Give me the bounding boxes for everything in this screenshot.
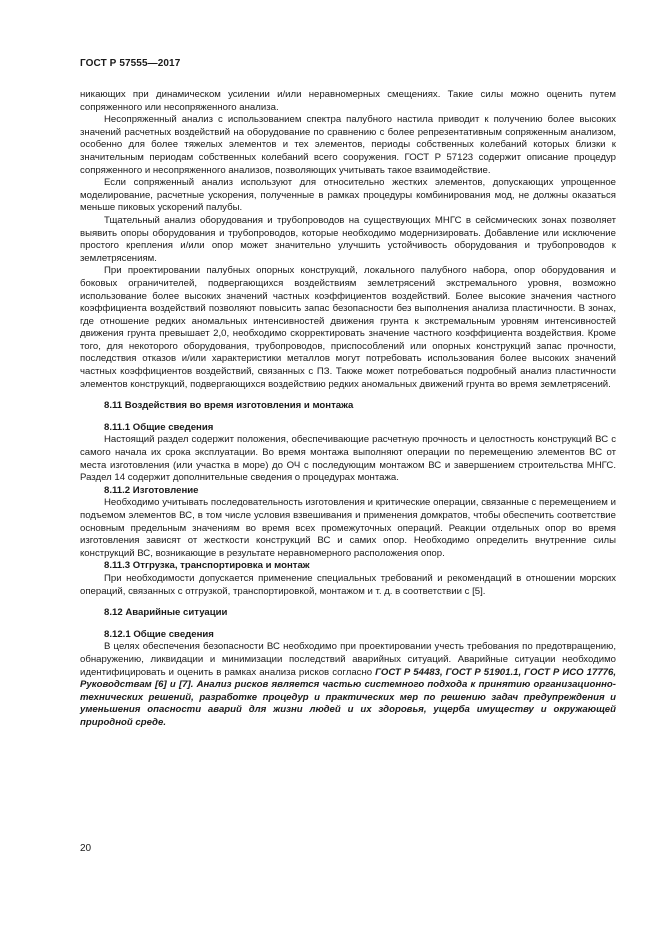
- paragraph-8-11-2: Необходимо учитывать последовательность изготовления и критические операции, связанные с перемещением и подъемом элементов ВС, в том числе условия взвешивания и применения домкратов, чтобы обеспечить соответствие основным предельным значениям во время всех промежуточных операций. Реакции отдельных опор во время изготовления зависят от жесткости конструкций ВС и самих опор. Необходимо определить внутренние силы конструкций ВС, возникающие в результате неравномерного расположения опор.: [80, 497, 616, 559]
- paragraph-8-11-1: Настоящий раздел содержит положения, обеспечивающие расчетную прочность и целостность конструкций ВС с самого начала их срока эксплуатации. Во время монтажа выполняют операции по перемещению элементов ВС от места изготовления (или участка в море) до ОЧ с последующим монтажом ВС и завершением строительства МНГС. Раздел 14 содержит дополнительные сведения о процедурах монтажа.: [80, 434, 616, 484]
- paragraph-unmatched-analysis: Несопряженный анализ с использованием спектра палубного настила приводит к получению более высоких значений расчетных воздействий на оборудование по сравнению с более репрезентативным сопряженным анализом, особенно для более тяжелых элементов и тех элементов, периоды собственных колебаний которых близки к значительным периодам собственных колебаний всего сооружения. ГОСТ Р 57123 содержит описание процедур сопряженного и несопряженного анализов, позволяющих учитывать такое взаимодействие.: [80, 114, 616, 176]
- paragraph-continued: никающих при динамическом усилении и/или неравномерных смещениях. Такие силы можно оценить путем сопряженного или несопряженного анализа.: [80, 89, 616, 113]
- document-page: [80, 58, 616, 730]
- paragraph-matched-analysis: Если сопряженный анализ используют для относительно жестких элементов, допускающих упрощенное моделирование, расчетные ускорения, полученные в рамках процедуры комбинирования мод, не должны оказаться меньше пиковых ускорений палубы.: [80, 177, 616, 214]
- section-heading-8-12: 8.12 Аварийные ситуации: [104, 607, 228, 619]
- paragraph-8-12-1: [80, 641, 616, 729]
- section-heading-8-11: 8.11 Воздействия во время изготовления и монтажа: [104, 400, 354, 412]
- document-code-header: ГОСТ Р 57555—2017: [80, 58, 181, 69]
- subsection-heading-8-11-3: 8.11.3 Отгрузка, транспортировка и монтаж: [104, 560, 310, 572]
- subsection-heading-8-12-1: 8.12.1 Общие сведения: [104, 628, 214, 640]
- page-number: 20: [80, 843, 92, 854]
- subsection-heading-8-11-1: 8.11.1 Общие сведения: [104, 421, 214, 433]
- paragraph-8-12-1-emphasis: ГОСТ Р 54483, ГОСТ Р 51901.1, ГОСТ Р ИСО 17776, Руководствам [6] и [7]. Анализ рисков является частью системного подхода к принятию организационно-технических решений, разработке процедур и практических мер по решению задач предупреждения и уменьшения опасности аварий для жизни людей и их здоровья, ущерба имуществу и окружающей природной среде.: [80, 666, 616, 728]
- paragraph-8-12-1-plain: В целях обеспечения безопасности ВС необходимо при проектировании учесть требования по предотвращению, обнаружению, ликвидации и минимизации последствий аварийных ситуаций. Аварийные ситуации необходимо идентифицировать и оценить в рамках анализа рисков согласно: [80, 641, 616, 678]
- paragraph-equipment-analysis: Тщательный анализ оборудования и трубопроводов на существующих МНГС в сейсмических зонах позволяет выявить опоры оборудования и трубопроводов, которые необходимо модернизировать. Добавление или исключение простого крепления и/или опор может значительно улучшить устойчивость оборудования и трубопроводов к землетрясениям.: [80, 214, 616, 264]
- paragraph-8-11-3: При необходимости допускается применение специальных требований и рекомендаций в отношении морских операций, связанных с отгрузкой, транспортировкой, монтажом и т. д. в соответствии с [5].: [80, 572, 616, 597]
- paragraph-deck-structures: При проектировании палубных опорных конструкций, локального палубного набора, опор оборудования и боковых ограничителей, подвергающихся воздействиям землетрясений экстремального уровня, возможно использование более высоких значений частных коэффициентов воздействий. Более высокие значения частного коэффициента воздействий позволяют повысить запас безопасности без выполнения анализа пластичности. В зонах, где отношение редких аномальных интенсивностей движения грунта к экстремальным уровням интенсивностей движения грунта превышает 2,0, необходимо скорректировать значение частного коэффициента воздействия. Кроме того, для некоторого оборудования, трубопроводов, приспособлений или опорных конструкций запас прочности, последствия отказов и/или характеристики металлов могут потребовать использования более высоких значений частных коэффициентов воздействий, связанных с ПЗ. Также может потребоваться подробный анализ пластичности элементов конструкций, подвергающихся воздействию редких аномальных движений грунта во время землетрясений.: [80, 265, 616, 390]
- subsection-heading-8-11-2: 8.11.2 Изготовление: [104, 484, 199, 496]
